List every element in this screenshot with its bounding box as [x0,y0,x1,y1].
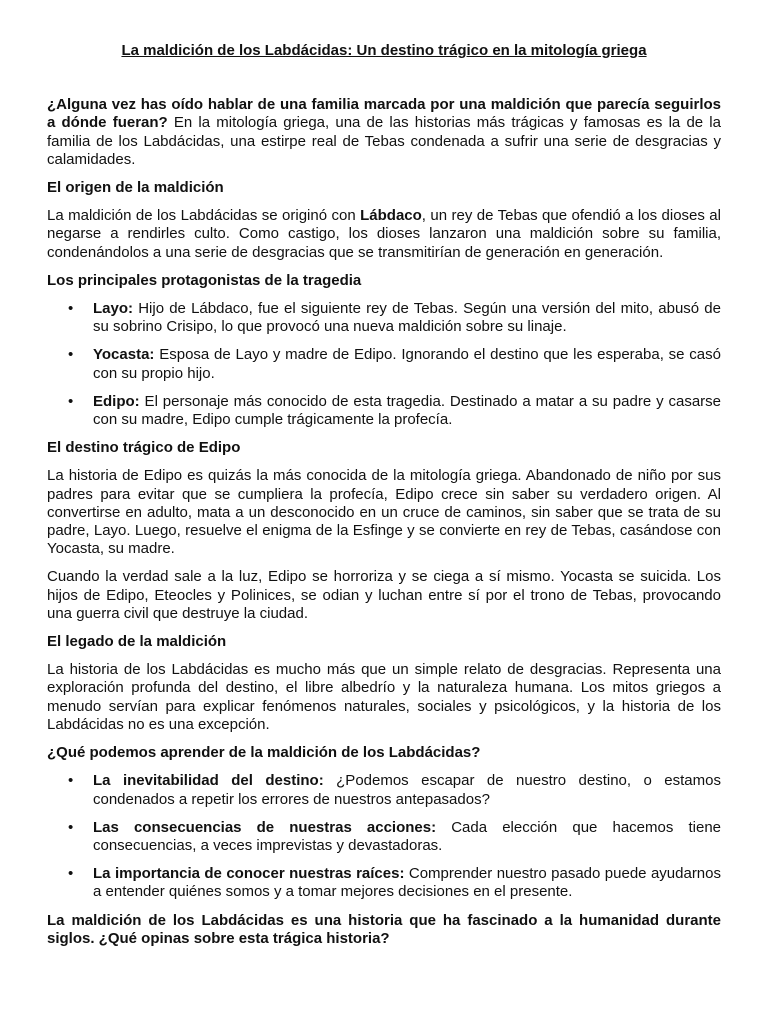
list-item [47,772,721,808]
list-item-term: La inevitabilidad del destino: [93,772,324,790]
list-item [47,300,721,336]
list-item-term: La importancia de conocer nuestras raíces: [93,865,405,883]
list-item-text: El personaje más conocido de esta tragedia. Destinado a matar a su padre y casarse con su madre, Edipo cumple trágicamente la profecía. [93,392,721,429]
list-item [47,865,721,901]
heading-lessons: ¿Qué podemos aprender de la maldición de los Labdácidas? [47,744,481,762]
list-item-term: Layo: [93,300,134,318]
origin-bold-name: Lábdaco [360,207,422,225]
intro-lead: ¿Alguna vez has oído hablar de una familia marcada por una maldición que parecía seguirlos a dónde fueran? [47,96,721,132]
heading-oedipus: El destino trágico de Edipo [47,439,241,457]
list-item-text: Cada elección que hacemos tiene consecuencias, a veces imprevistas y devastadoras. [93,818,721,854]
list-item-text: Esposa de Layo y madre de Edipo. Ignorando el destino que les esperaba, se casó con su propio hijo. [93,346,721,382]
closing-paragraph: La maldición de los Labdácidas es una historia que ha fascinado a la humanidad durante siglos. ¿Qué opinas sobre esta trágica historia? [47,911,721,947]
heading-protagonists: Los principales protagonistas de la tragedia [47,271,362,289]
list-item-text: Hijo de Lábdaco, fue el siguiente rey de Tebas. Según una versión del mito, abusó de su sobrino Crisipo, lo que provocó una nueva maldición sobre su linaje. [93,300,721,336]
heading-origin: El origen de la maldición [47,179,224,197]
origin-text-after: , un rey de Tebas que ofendió a los dioses al negarse a rendirles culto. Como castigo, los dioses lanzaron una maldición sobre su familia, condenándolos a una serie de desgracias que se transmitirían de generación en generación. [47,207,721,261]
list-item-text: ¿Podemos escapar de nuestro destino, o estamos condenados a repetir los errores de nuestros antepasados? [93,772,721,808]
origin-paragraph [47,207,721,262]
intro-text: En la mitología griega, una de las historias más trágicas y famosas es la de la familia de los Labdácidas, una estirpe real de Tebas condenada a sufrir una serie de desgracias y calamidades. [47,114,721,168]
lessons-list [47,772,721,901]
list-item [47,393,721,429]
list-item-text: Comprender nuestro pasado puede ayudarnos a entender quiénes somos y a tomar mejores decisiones en el presente. [93,865,721,901]
oedipus-paragraph-2: Cuando la verdad sale a la luz, Edipo se horroriza y se ciega a sí mismo. Yocasta se suicida. Los hijos de Edipo, Eteocles y Polinices, se odian y luchan entre sí por el trono de Tebas, provocando una guerra civil que destruye la ciudad. [47,568,721,622]
document-title: La maldición de los Labdácidas: Un destino trágico en la mitología griega [121,42,647,59]
list-item [47,819,721,855]
legacy-paragraph: La historia de los Labdácidas es mucho más que un simple relato de desgracias. Representa una exploración profunda del destino, el libre albedrío y la naturaleza humana. Los mitos griegos a menudo servían para explicar fenómenos naturales, sociales y psicológicos, y la historia de los Labdácidas no es una excepción. [47,661,721,733]
protagonists-list [47,300,721,429]
list-item [47,346,721,382]
list-item-term: Las consecuencias de nuestras acciones: [93,818,437,836]
list-item-term: Yocasta: [93,346,155,364]
heading-legacy: El legado de la maldición [47,633,227,651]
list-item-term: Edipo: [93,392,140,410]
origin-text-before: La maldición de los Labdácidas se originó con [47,207,361,225]
intro-paragraph [47,96,721,169]
oedipus-paragraph-1: La historia de Edipo es quizás la más conocida de la mitología griega. Abandonado de niño por sus padres para evitar que se cumpliera la profecía, Edipo crece sin saber su verdadero origen. Al convertirse en adulto, mata a un desconocido en un cruce de caminos, sin saber que se trata de su padre, Layo. Luego, resuelve el enigma de la Esfinge y se convierte en rey de Tebas, casándose con Yocasta, su madre. [47,467,721,558]
